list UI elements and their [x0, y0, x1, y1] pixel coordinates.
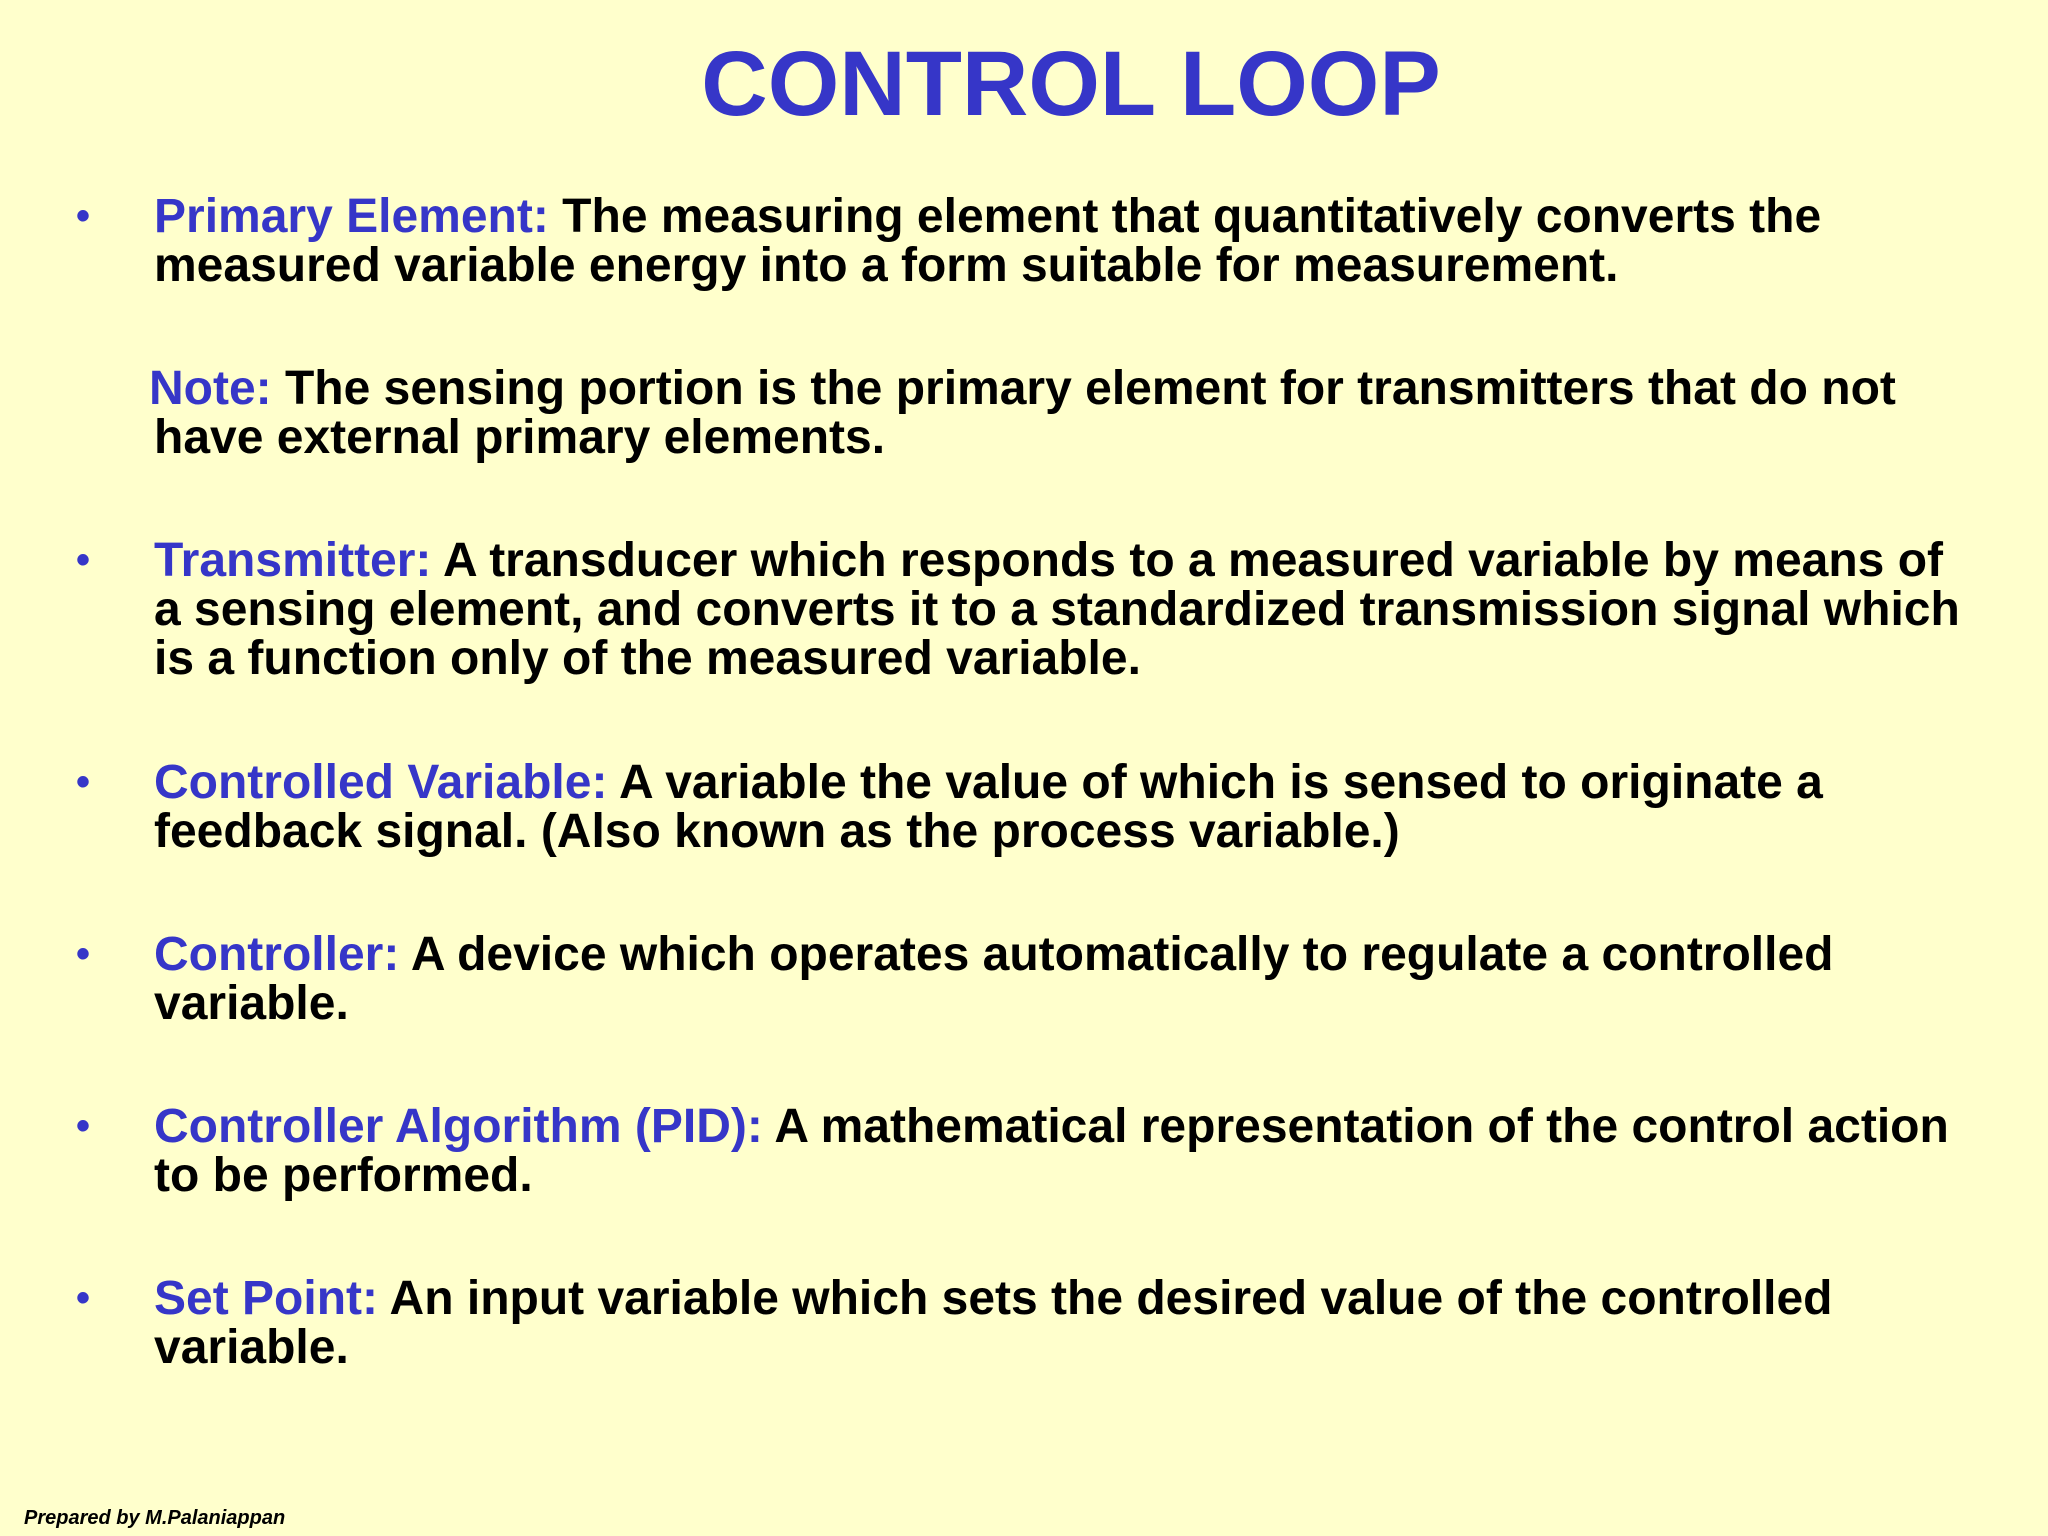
- bullet-icon: •: [76, 760, 91, 804]
- term-definition: A mathematical representation of the control action to be performed.: [154, 1100, 1949, 1202]
- list-item-controller: [76, 928, 1974, 1030]
- note-item: [149, 362, 1974, 464]
- note-text: The sensing portion is the primary element for transmitters that do not have external primary elements.: [154, 362, 1896, 464]
- bullet-icon: •: [76, 538, 91, 582]
- term-label: Controller:: [154, 928, 411, 981]
- slide-title: CONTROL LOOP: [701, 33, 1441, 135]
- term-definition: A device which operates automatically to regulate a controlled variable.: [154, 928, 1834, 1030]
- term-label: Transmitter:: [154, 534, 443, 587]
- term-label: Set Point:: [154, 1272, 390, 1325]
- term-label: Controller Algorithm (PID):: [154, 1100, 775, 1153]
- list-item-transmitter: [76, 534, 1974, 685]
- bullet-icon: •: [76, 1104, 91, 1148]
- bullet-icon: •: [76, 194, 91, 238]
- term-label: Controlled Variable:: [154, 756, 619, 809]
- list-item-set-point: [76, 1272, 1974, 1374]
- term-definition: The measuring element that quantitatively converts the measured variable energy into a form suitable for measurement.: [154, 190, 1822, 292]
- note-label: Note:: [149, 362, 285, 415]
- term-definition: A variable the value of which is sensed to originate a feedback signal. (Also known as the process variable.): [154, 756, 1823, 858]
- list-item-controlled-variable: [76, 756, 1974, 858]
- term-definition: A transducer which responds to a measured variable by means of a sensing element, and converts it to a standardized transmission signal which is a function only of the measured variable.: [154, 534, 1960, 685]
- list-item-primary-element: [76, 190, 1974, 292]
- footer-credit: Prepared by M.Palaniappan: [24, 1507, 286, 1529]
- list-item-controller-algorithm: [76, 1100, 1974, 1202]
- term-definition: An input variable which sets the desired value of the controlled variable.: [154, 1272, 1833, 1374]
- term-label: Primary Element:: [154, 190, 563, 243]
- bullet-icon: •: [76, 932, 91, 976]
- bullet-icon: •: [76, 1276, 91, 1320]
